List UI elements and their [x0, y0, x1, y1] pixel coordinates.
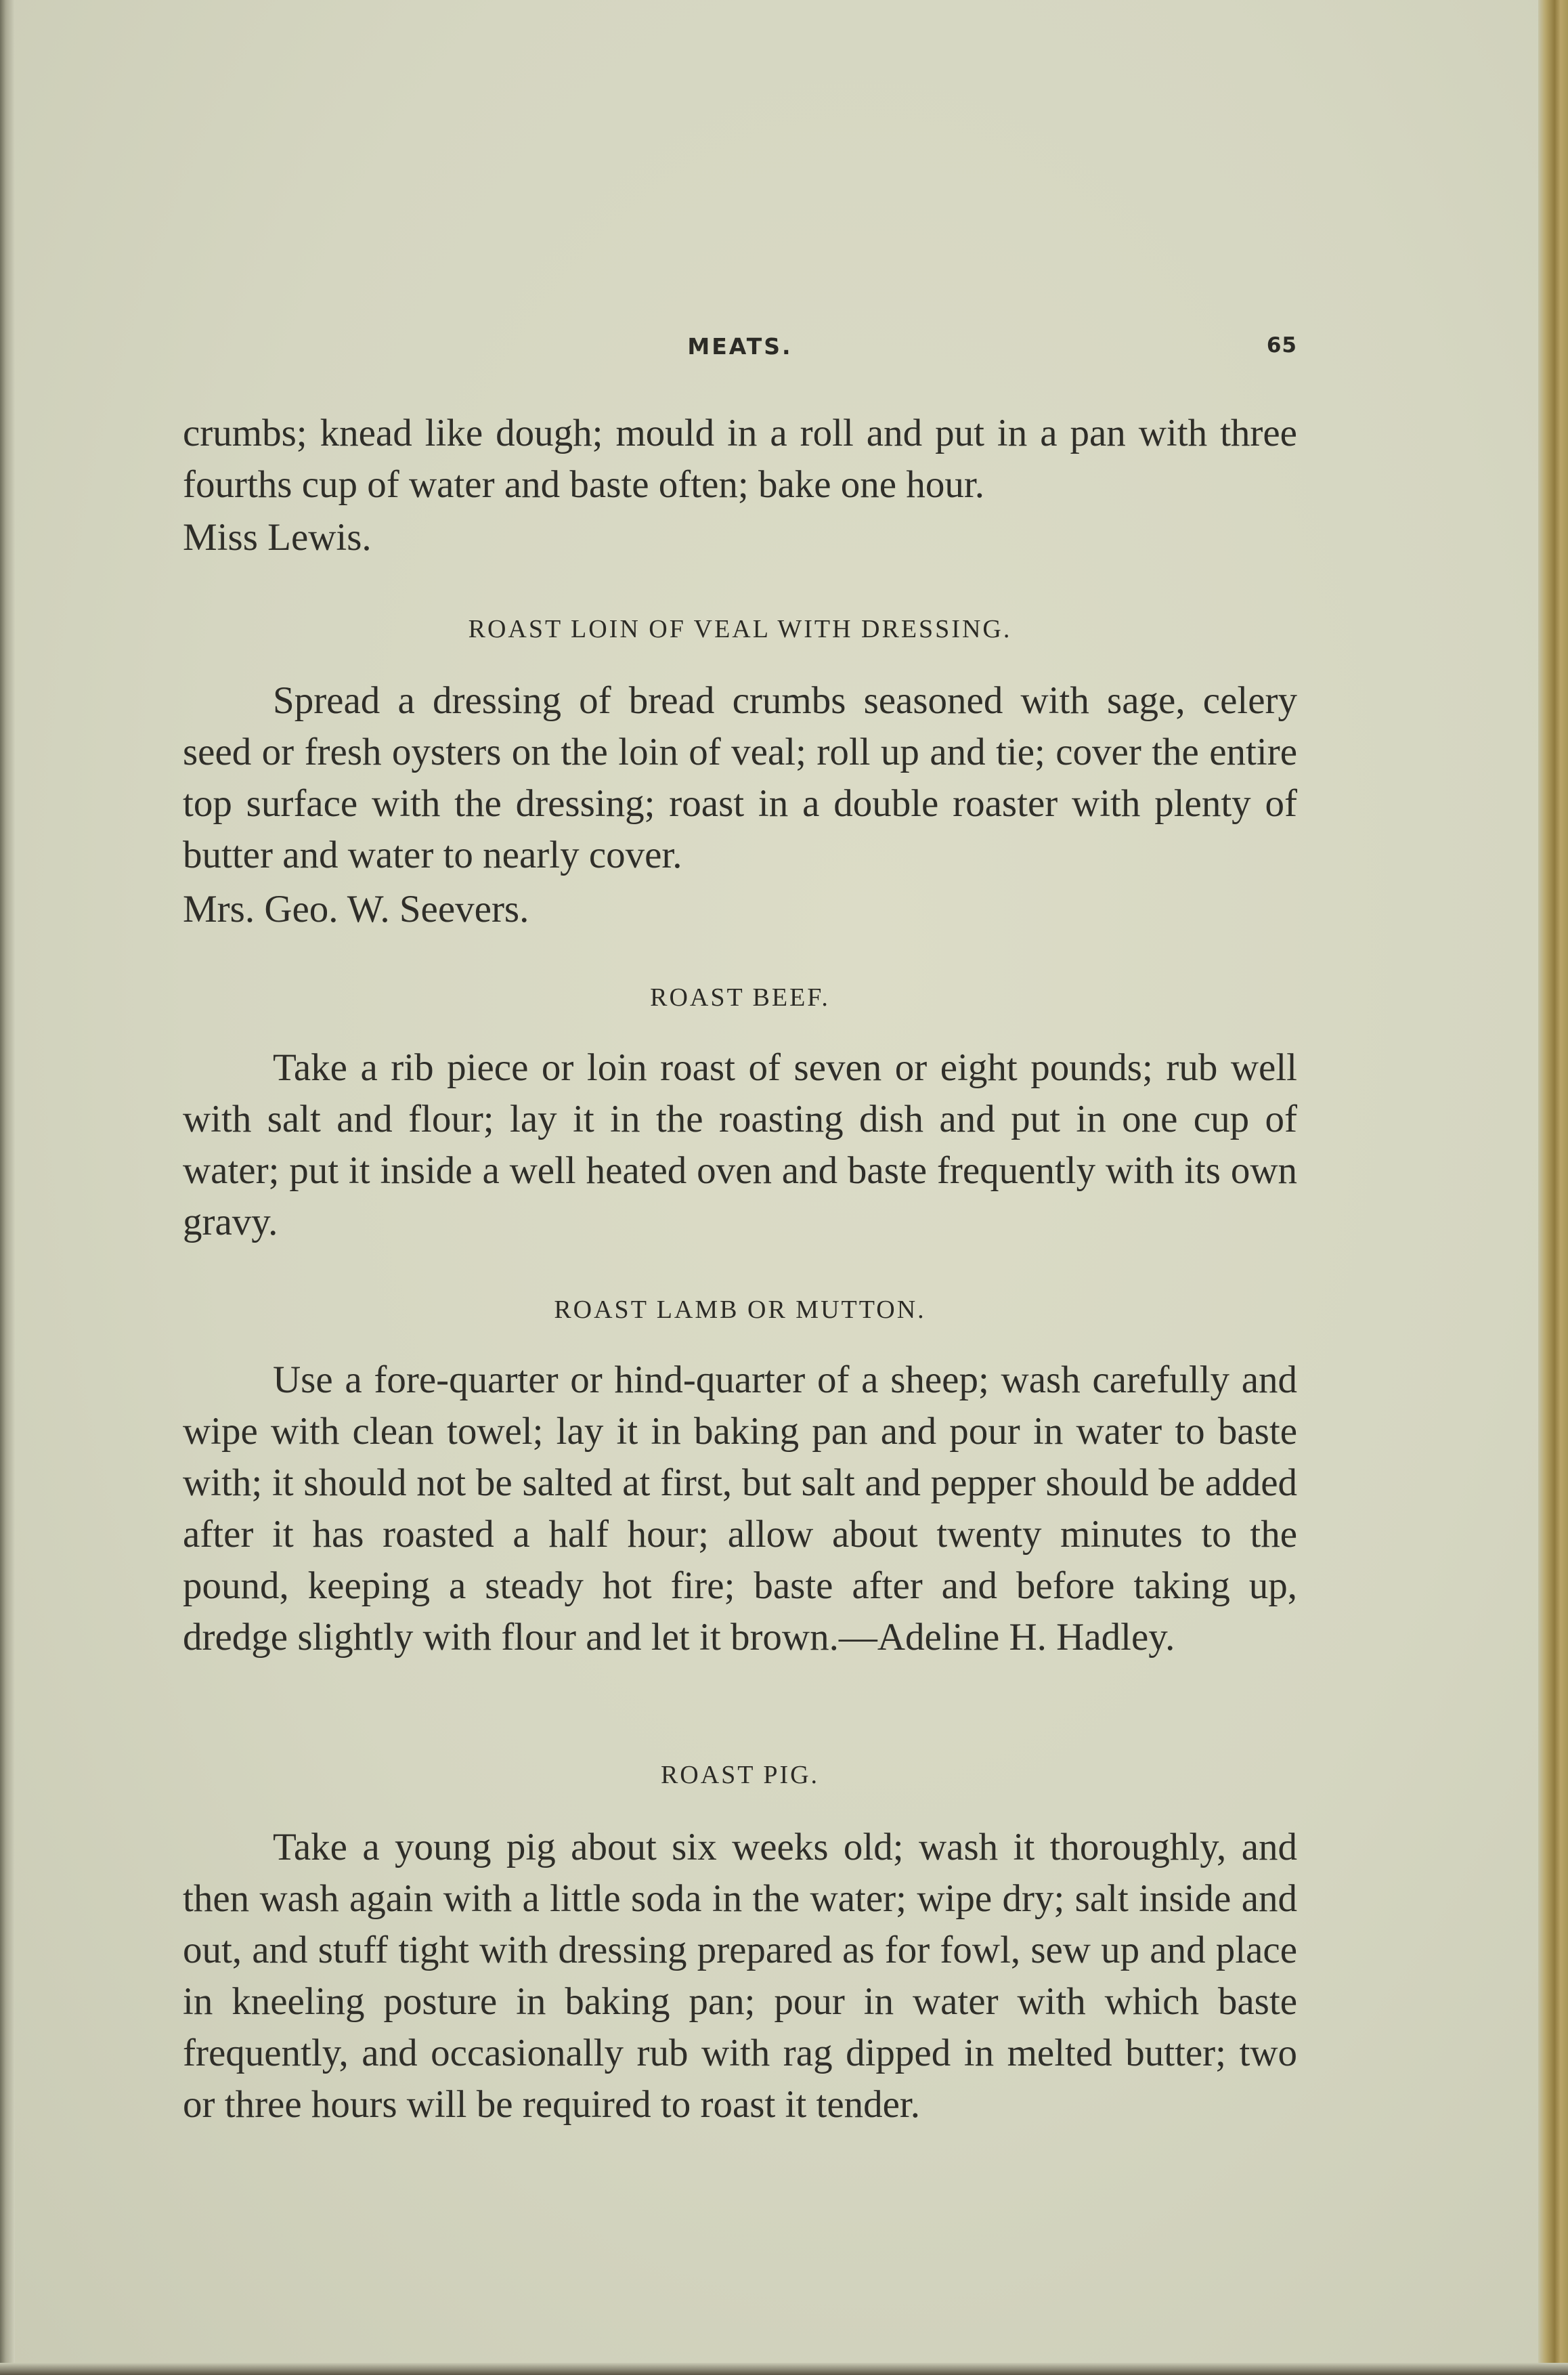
- page-bottom-edge: [0, 2363, 1568, 2375]
- recipe-body-roast-pig: Take a young pig about six weeks old; wash it thoroughly, and then wash again with a little soda in the water; wipe dry; salt inside and out, and stuff tight with dressing prepared as for fowl, sew up and place in kneeling posture in baking pan; pour in water with which baste frequently, and occasionally rub with rag dipped in melted butter; two or three hours will be required to roast it tender.: [183, 1826, 1297, 2126]
- recipe-title-roast-beef: ROAST BEEF.: [650, 983, 830, 1012]
- recipe-body-roast-lamb-or-mutton: Use a fore-quarter or hind-quarter of a sheep; wash carefully and wipe with clean towel; lay it in baking pan and pour in water to baste with; it should not be salted at first, but salt and pepper should be added after it has roasted a half hour; allow about twenty minutes to the pound, keeping a steady hot fire; baste after and before taking up, dredge slightly with flour and let it brown.—Adeline H. Hadley.: [183, 1358, 1297, 1659]
- recipe-author: Mrs. Geo. W. Seevers.: [183, 888, 529, 930]
- recipe-body-roast-beef: Take a rib piece or loin roast of seven or eight pounds; rub well with salt and flour; lay it in the roasting dish and put in one cup of water; put it inside a well heated oven and baste frequently with its own gravy.: [183, 1046, 1297, 1243]
- page-fore-edge: [1538, 0, 1568, 2375]
- running-head-title: MEATS.: [687, 333, 793, 360]
- recipe-continuation-text: crumbs; knead like dough; mould in a roll and put in a pan with three fourths cup of water and baste often; bake one hour.: [183, 412, 1297, 506]
- page-number: 65: [1266, 333, 1297, 358]
- recipe-title-roast-lamb-or-mutton: ROAST LAMB OR MUTTON.: [554, 1296, 926, 1324]
- recipe-author: Miss Lewis.: [183, 516, 372, 559]
- running-head: [183, 333, 1297, 367]
- recipe-body-roast-loin-of-veal: Spread a dressing of bread crumbs seasoned with sage, celery seed or fresh oysters on the loin of veal; roll up and tie; cover the entire top surface with the dressing; roast in a double roaster with plenty of butter and water to nearly cover.: [183, 679, 1297, 876]
- recipe-title-roast-loin-of-veal: ROAST LOIN OF VEAL WITH DRESSING.: [468, 615, 1012, 643]
- binding-edge: [0, 0, 15, 2375]
- recipe-title-roast-pig: ROAST PIG.: [660, 1761, 820, 1789]
